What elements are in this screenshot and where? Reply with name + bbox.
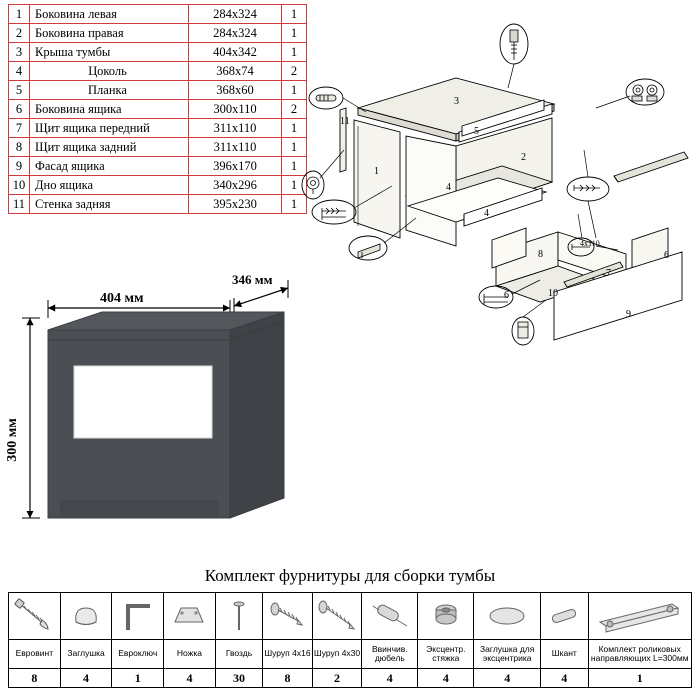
part-size: 340х296 bbox=[189, 176, 282, 195]
callout-label-4b: 4 bbox=[484, 208, 489, 219]
hardware-icon-row bbox=[9, 593, 692, 640]
hardware-label: Эксцентр. стяжка bbox=[418, 640, 474, 669]
table-row bbox=[9, 5, 307, 24]
dowel-icon bbox=[544, 596, 584, 636]
screw-4x16-icon-cell bbox=[263, 593, 313, 640]
slide-rails-icon-cell bbox=[588, 593, 692, 640]
hardware-section-title: Комплект фурнитуры для сборки тумбы bbox=[204, 566, 496, 585]
table-row bbox=[9, 24, 307, 43]
part-number: 8 bbox=[9, 138, 30, 157]
hardware-label: Гвоздь bbox=[215, 640, 262, 669]
hardware-count: 2 bbox=[312, 669, 362, 688]
detail-note: 4х110 bbox=[580, 239, 600, 248]
part-size: 311х110 bbox=[189, 119, 282, 138]
euro-key-icon-cell bbox=[112, 593, 164, 640]
part-size: 404х342 bbox=[189, 43, 282, 62]
screw-4x30-icon bbox=[316, 596, 358, 636]
hardware-count: 4 bbox=[541, 669, 588, 688]
table-row bbox=[9, 176, 307, 195]
hardware-label: Шкант bbox=[541, 640, 588, 669]
table-row bbox=[9, 62, 307, 81]
callout-label-4a: 4 bbox=[446, 182, 451, 193]
part-number: 7 bbox=[9, 119, 30, 138]
nightstand-svg bbox=[0, 270, 300, 560]
nightstand-dimension-drawing bbox=[0, 270, 300, 560]
cap-icon-cell bbox=[60, 593, 112, 640]
width-dimension-label: 404 мм bbox=[100, 291, 144, 306]
table-row bbox=[9, 81, 307, 100]
part-number: 9 bbox=[9, 157, 30, 176]
part-qty: 2 bbox=[282, 100, 307, 119]
hardware-count: 4 bbox=[418, 669, 474, 688]
euro-screw-icon bbox=[12, 596, 56, 636]
table-row bbox=[9, 43, 307, 62]
callout-label-7: 7 bbox=[606, 268, 611, 279]
cam-lock-icon-cell bbox=[418, 593, 474, 640]
part-size: 368х74 bbox=[189, 62, 282, 81]
callout-label-11: 11 bbox=[340, 116, 350, 127]
table-row bbox=[9, 100, 307, 119]
callout-label-1: 1 bbox=[374, 166, 379, 177]
part-name: Щит ящика задний bbox=[30, 138, 189, 157]
part-name: Стенка задняя bbox=[30, 195, 189, 214]
part-number: 10 bbox=[9, 176, 30, 195]
part-name: Боковина правая bbox=[30, 24, 189, 43]
foot-icon bbox=[167, 596, 211, 636]
screw-4x16-icon bbox=[266, 596, 308, 636]
part-number: 5 bbox=[9, 81, 30, 100]
part-qty: 1 bbox=[282, 81, 307, 100]
hardware-count: 4 bbox=[164, 669, 216, 688]
dowel-icon-cell bbox=[541, 593, 588, 640]
callout-label-6a: 6 bbox=[504, 290, 509, 301]
table-row bbox=[9, 195, 307, 214]
part-size: 368х60 bbox=[189, 81, 282, 100]
screw-4x30-icon-cell bbox=[312, 593, 362, 640]
part-qty: 1 bbox=[282, 157, 307, 176]
part-size: 311х110 bbox=[189, 138, 282, 157]
part-qty: 1 bbox=[282, 43, 307, 62]
dowel-screw-icon bbox=[367, 596, 413, 636]
callout-label-6b: 6 bbox=[664, 250, 669, 261]
part-name: Боковина левая bbox=[30, 5, 189, 24]
hardware-label: Евроключ bbox=[112, 640, 164, 669]
hardware-count: 4 bbox=[474, 669, 541, 688]
hardware-count: 4 bbox=[60, 669, 112, 688]
cap-icon bbox=[66, 596, 106, 636]
callout-label-8: 8 bbox=[538, 249, 543, 260]
part-name: Крыша тумбы bbox=[30, 43, 189, 62]
hardware-label: Заглушка для эксцентрика bbox=[474, 640, 541, 669]
callout-label-2: 2 bbox=[521, 152, 526, 163]
hardware-label: Шуруп 4х16 bbox=[263, 640, 313, 669]
cam-cap-icon bbox=[482, 596, 532, 636]
hardware-count: 4 bbox=[362, 669, 418, 688]
part-size: 284х324 bbox=[189, 24, 282, 43]
part-qty: 1 bbox=[282, 195, 307, 214]
slide-rails-icon bbox=[594, 596, 686, 636]
part-number: 3 bbox=[9, 43, 30, 62]
hardware-label: Ввинчив. дюбель bbox=[362, 640, 418, 669]
exploded-diagram-svg bbox=[296, 0, 700, 360]
hardware-label: Заглушка bbox=[60, 640, 112, 669]
part-name: Фасад ящика bbox=[30, 157, 189, 176]
exploded-assembly-diagram bbox=[296, 0, 700, 360]
part-qty: 1 bbox=[282, 176, 307, 195]
part-size: 396х170 bbox=[189, 157, 282, 176]
table-row bbox=[9, 119, 307, 138]
nail-icon bbox=[224, 596, 254, 636]
part-qty: 1 bbox=[282, 24, 307, 43]
hardware-count: 8 bbox=[9, 669, 61, 688]
part-qty: 2 bbox=[282, 62, 307, 81]
table-row bbox=[9, 157, 307, 176]
depth-dimension-label: 346 мм bbox=[232, 272, 273, 287]
nail-icon-cell bbox=[215, 593, 262, 640]
part-qty: 1 bbox=[282, 119, 307, 138]
cam-lock-icon bbox=[426, 596, 466, 636]
hardware-label: Ножка bbox=[164, 640, 216, 669]
hardware-count: 1 bbox=[588, 669, 692, 688]
hardware-label-row bbox=[9, 640, 692, 669]
euro-key-icon bbox=[118, 596, 158, 636]
hardware-count: 1 bbox=[112, 669, 164, 688]
hardware-label: Евровинт bbox=[9, 640, 61, 669]
part-size: 395х230 bbox=[189, 195, 282, 214]
hardware-label: Комплект роликовых направляющих L=300мм bbox=[588, 640, 692, 669]
hardware-count: 30 bbox=[215, 669, 262, 688]
dowel-screw-icon-cell bbox=[362, 593, 418, 640]
part-number: 2 bbox=[9, 24, 30, 43]
foot-icon-cell bbox=[164, 593, 216, 640]
part-number: 1 bbox=[9, 5, 30, 24]
part-name: Дно ящика bbox=[30, 176, 189, 195]
callout-label-3: 3 bbox=[454, 96, 459, 107]
part-qty: 1 bbox=[282, 138, 307, 157]
euro-screw-icon-cell bbox=[9, 593, 61, 640]
part-name: Боковина ящика bbox=[30, 100, 189, 119]
part-name: Цоколь bbox=[30, 62, 189, 81]
height-dimension-label: 300 мм bbox=[5, 418, 20, 462]
part-name: Щит ящика передний bbox=[30, 119, 189, 138]
hardware-table bbox=[8, 592, 692, 688]
table-row bbox=[9, 138, 307, 157]
hardware-count-row bbox=[9, 669, 692, 688]
callout-label-9: 9 bbox=[626, 309, 631, 320]
part-qty: 1 bbox=[282, 5, 307, 24]
part-size: 284х324 bbox=[189, 5, 282, 24]
callout-label-10: 10 bbox=[548, 288, 558, 299]
hardware-label: Шуруп 4х30 bbox=[312, 640, 362, 669]
part-number: 6 bbox=[9, 100, 30, 119]
parts-table-body bbox=[9, 5, 307, 214]
part-number: 11 bbox=[9, 195, 30, 214]
part-name: Планка bbox=[30, 81, 189, 100]
hardware-count: 8 bbox=[263, 669, 313, 688]
cam-cap-icon-cell bbox=[474, 593, 541, 640]
callout-label-5: 5 bbox=[474, 126, 479, 137]
part-size: 300х110 bbox=[189, 100, 282, 119]
parts-table bbox=[8, 4, 307, 214]
part-number: 4 bbox=[9, 62, 30, 81]
